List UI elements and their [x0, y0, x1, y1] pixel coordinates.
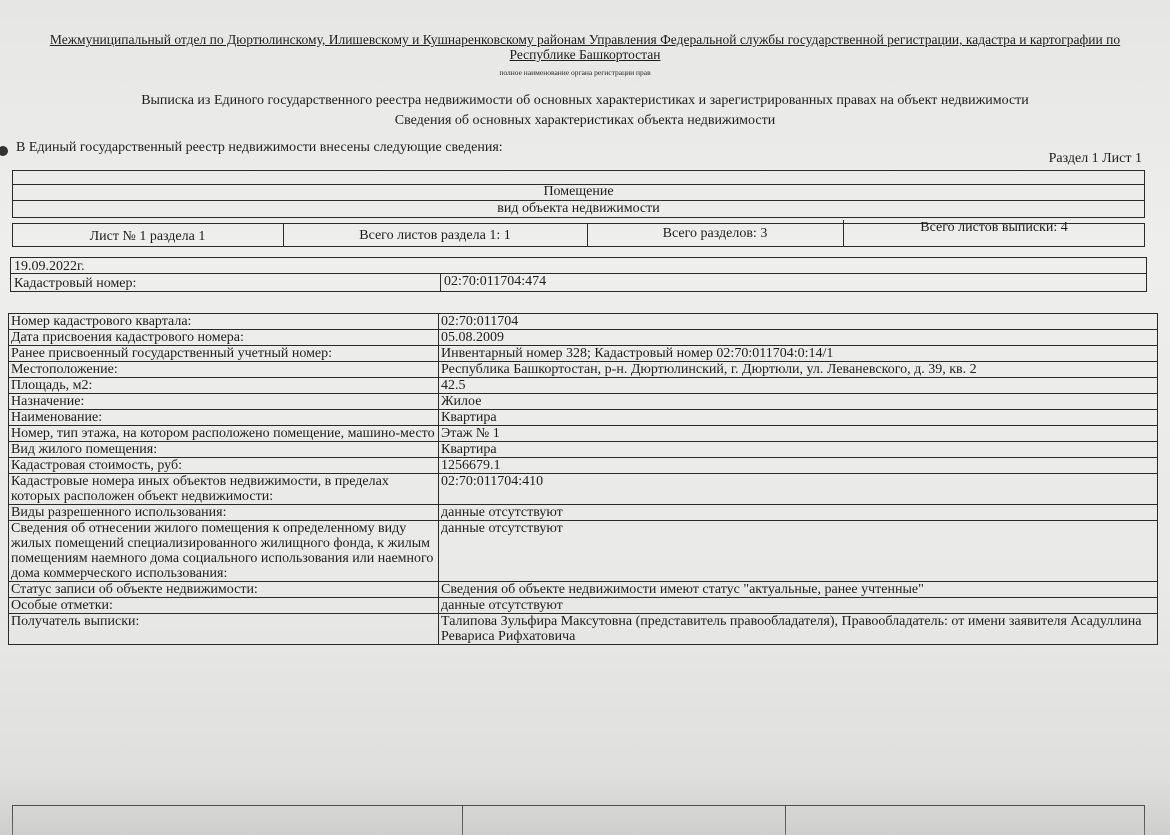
row-label: Получатель выписки: — [9, 614, 439, 645]
table-row — [9, 410, 1158, 426]
sheets-total: Всего листов выписки: 4 — [920, 220, 1068, 235]
row-label: Статус записи об объекте недвижимости: — [9, 582, 439, 598]
registration-authority: Межмуниципальный отдел по Дюртюлинскому, Илишевскому и Кушнаренковскому районам Управления Федеральной службы государственной регистрации, кадастра и картографии по Республике Башкортостан — [49, 32, 1121, 62]
cadastral-number-label: Кадастровый номер: — [14, 276, 137, 291]
characteristics-table — [8, 313, 1158, 645]
section-label: Раздел 1 Лист 1 — [1048, 151, 1142, 166]
page-shadow — [0, 775, 1170, 835]
row-label: Номер кадастрового квартала: — [9, 314, 439, 330]
row-value: Инвентарный номер 328; Кадастровый номер 02:70:011704:0:14/1 — [439, 346, 1158, 362]
row-label: Виды разрешенного использования: — [9, 505, 439, 521]
binder-hole — [0, 146, 8, 156]
divider — [10, 273, 1147, 274]
row-value: Квартира — [439, 442, 1158, 458]
row-value: Сведения об объекте недвижимости имеют статус "актуальные, ранее учтенные" — [439, 582, 1158, 598]
row-label: Вид жилого помещения: — [9, 442, 439, 458]
authority-caption: полное наименование органа регистрации прав — [499, 68, 651, 77]
row-label: Назначение: — [9, 394, 439, 410]
cadastral-block — [10, 257, 1147, 292]
object-kind-caption: вид объекта недвижимости — [497, 201, 660, 216]
table-row — [9, 346, 1158, 362]
table-row — [9, 394, 1158, 410]
row-label: Особые отметки: — [9, 598, 439, 614]
table-row — [9, 614, 1158, 645]
table-row — [9, 426, 1158, 442]
row-value: данные отсутствуют — [439, 521, 1158, 582]
row-value: 42.5 — [439, 378, 1158, 394]
row-label: Номер, тип этажа, на котором расположено помещение, машино-место — [9, 426, 439, 442]
table-row — [9, 582, 1158, 598]
table-row — [9, 474, 1158, 505]
table-row — [9, 458, 1158, 474]
row-label: Ранее присвоенный государственный учетный номер: — [9, 346, 439, 362]
row-value: данные отсутствуют — [439, 505, 1158, 521]
row-label: Дата присвоения кадастрового номера: — [9, 330, 439, 346]
row-value: Квартира — [439, 410, 1158, 426]
table-row — [9, 362, 1158, 378]
row-value: Талипова Зульфира Максутовна (представитель правообладателя), Правообладатель: от имени заявителя Асадуллина Ревариса Рифхатовича — [439, 614, 1158, 645]
row-label: Наименование: — [9, 410, 439, 426]
cadastral-number-value: 02:70:011704:474 — [444, 274, 547, 289]
table-row — [9, 521, 1158, 582]
table-row — [9, 505, 1158, 521]
row-label: Кадастровая стоимость, руб: — [9, 458, 439, 474]
object-kind: Помещение — [543, 184, 614, 199]
row-label: Местоположение: — [9, 362, 439, 378]
table-row — [9, 330, 1158, 346]
row-value: Жилое — [439, 394, 1158, 410]
row-value: 1256679.1 — [439, 458, 1158, 474]
row-value: Этаж № 1 — [439, 426, 1158, 442]
intro-text: В Единый государственный реестр недвижимости внесены следующие сведения: — [16, 140, 503, 155]
row-value: данные отсутствуют — [439, 598, 1158, 614]
table-row — [9, 314, 1158, 330]
document-title: Выписка из Единого государственного реестра недвижимости об основных характеристиках и зарегистрированных правах на объект недвижимости — [141, 93, 1029, 108]
row-label: Сведения об отнесении жилого помещения к определенному виду жилых помещений специализированного жилищного фонда, к жилым помещениям наемного дома социального использования или наемного дома коммерческого использования: — [9, 521, 439, 582]
sheet-number: Лист № 1 раздела 1 — [89, 229, 206, 244]
sections-total: Всего разделов: 3 — [662, 226, 768, 241]
row-label: Кадастровые номера иных объектов недвижимости, в пределах которых расположен объект недвижимости: — [9, 474, 439, 505]
table-row — [9, 378, 1158, 394]
row-value: 02:70:011704 — [439, 314, 1158, 330]
row-value: Республика Башкортостан, р-н. Дюртюлинский, г. Дюртюли, ул. Леваневского, д. 39, кв. 2 — [439, 362, 1158, 378]
sheets-in-section: Всего листов раздела 1: 1 — [359, 228, 511, 243]
row-value: 05.08.2009 — [439, 330, 1158, 346]
extract-date: 19.09.2022г. — [14, 259, 85, 274]
row-label: Площадь, м2: — [9, 378, 439, 394]
table-row — [9, 442, 1158, 458]
table-row — [9, 598, 1158, 614]
row-value: 02:70:011704:410 — [439, 474, 1158, 505]
divider — [440, 273, 441, 292]
document-subtitle: Сведения об основных характеристиках объекта недвижимости — [394, 113, 776, 128]
